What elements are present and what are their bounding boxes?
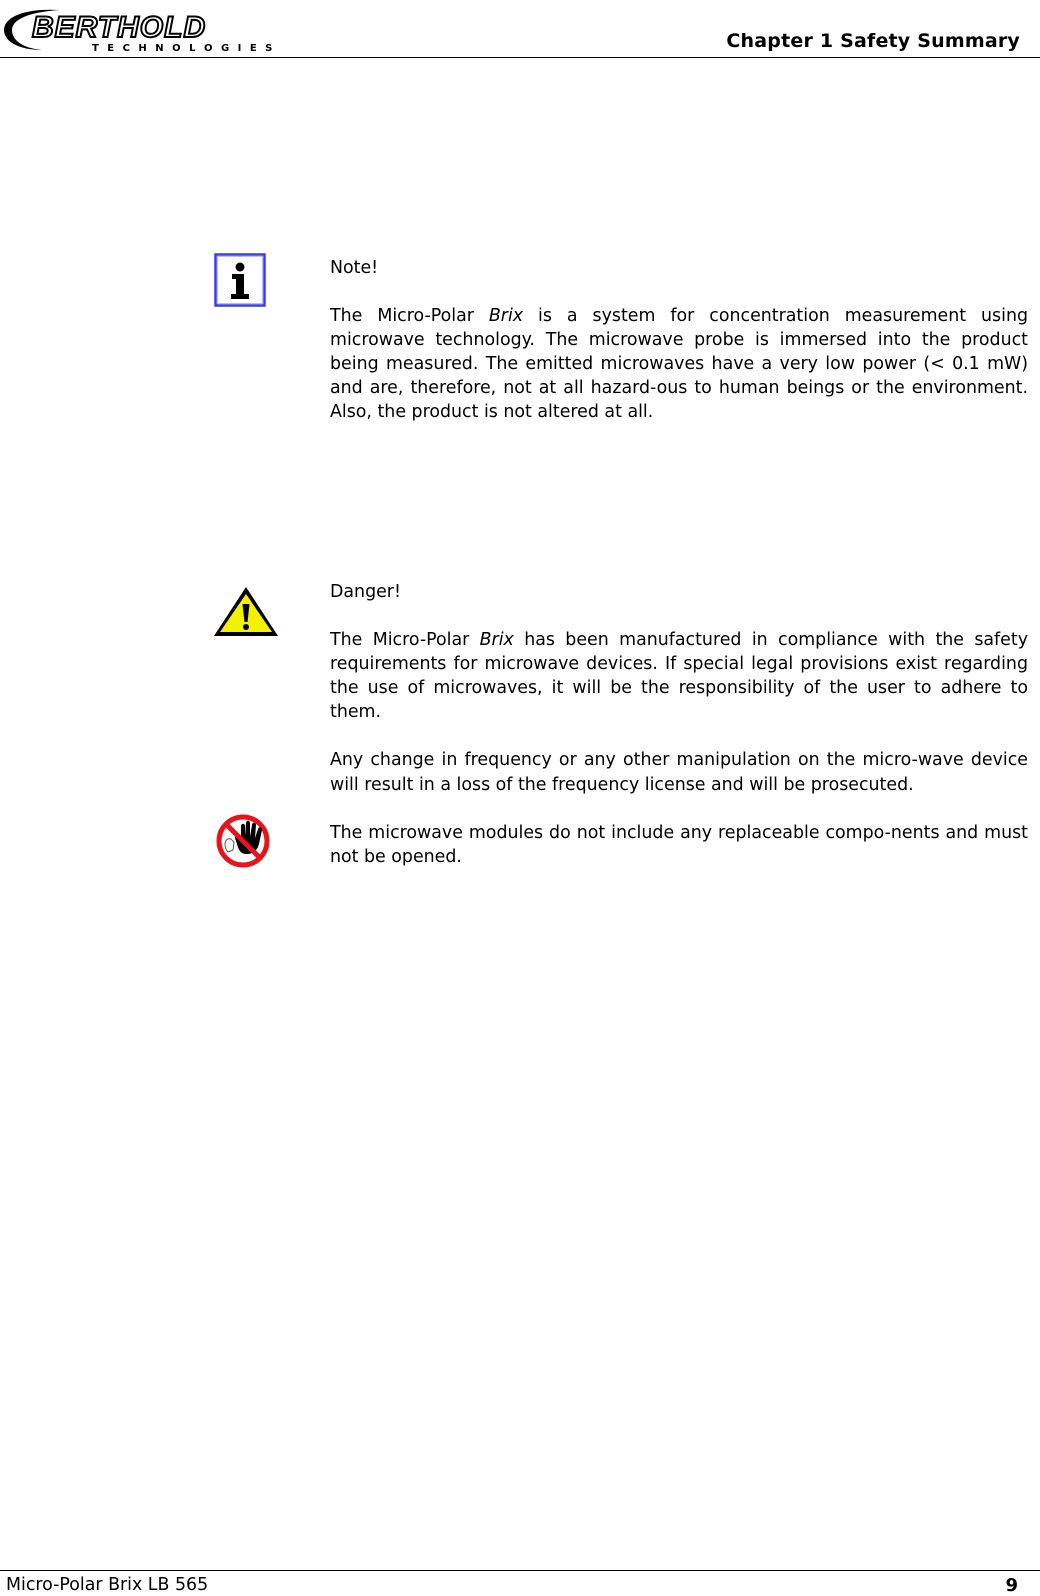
danger-paragraph-2: Any change in frequency or any other manipulation on the micro-wave device will result in a loss of the frequency license and will be prosecuted. (330, 750, 1028, 795)
page-header (0, 0, 1040, 58)
info-icon (214, 253, 266, 307)
svg-text:BERTHOLD: BERTHOLD (32, 11, 207, 44)
berthold-logo (2, 6, 302, 56)
no-access-hand-icon (216, 814, 270, 868)
danger-block (330, 580, 1028, 869)
warning-triangle-icon (212, 585, 280, 638)
note-paragraph: The Micro-Polar Brix is a system for concentration measurement using microwave technology. The microwave probe is immersed into the product being measured. The emitted microwaves have a very low power (< 0.1 mW) and are, therefore, not at all hazard-ous to human beings or the environment. Also, the product is not altered at all. (330, 306, 1028, 423)
page-number: 9 (1005, 1575, 1018, 1596)
note-heading: Note! (330, 258, 379, 278)
chapter-title: Chapter 1 Safety Summary (726, 30, 1020, 52)
page-footer (0, 1570, 1040, 1596)
footer-product-name: Micro-Polar Brix LB 565 (6, 1575, 209, 1595)
danger-heading: Danger! (330, 582, 401, 602)
danger-paragraph-1: The Micro-Polar Brix has been manufactured in compliance with the safety requirements for microwave devices. If special legal provisions exist regarding the use of microwaves, it will be the responsibility of the user to adhere to them. (330, 630, 1028, 723)
danger-paragraph-3: The microwave modules do not include any replaceable compo-nents and must not be opened. (330, 822, 1028, 867)
svg-text:T E C H N O L O G I E S: T E C H N O L O G I E S (92, 43, 275, 54)
note-block (330, 256, 1028, 425)
